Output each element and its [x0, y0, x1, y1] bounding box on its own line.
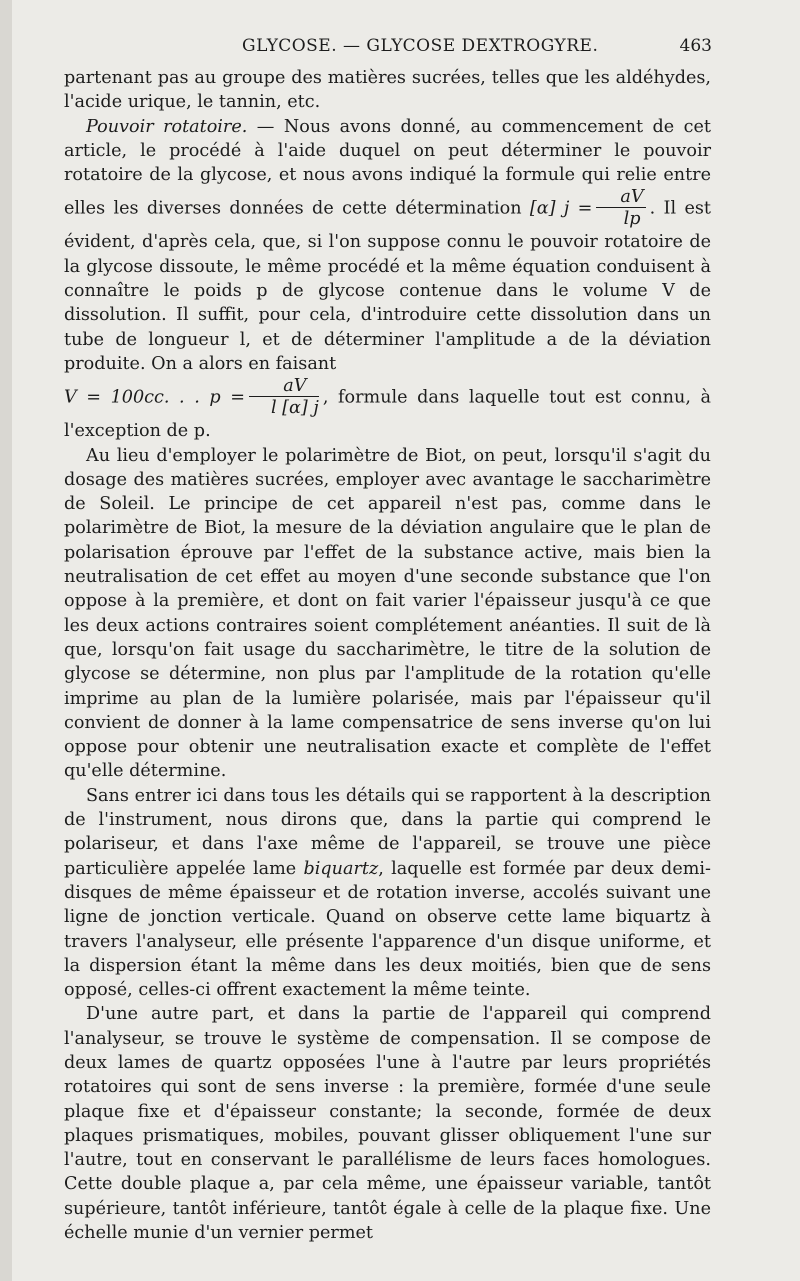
formula-denominator: l [α] j: [270, 398, 319, 419]
running-header: [62, 36, 712, 58]
paragraph-saccharimetre: Au lieu d'employer le polarimètre de Biot, on peut, lorsqu'il s'agit du dosage des matières sucrées, employer avec avantage le saccharimètre de Soleil. Le principe de cet appareil n'est pas, comme dans le polarimètre de Biot, la mesure de la déviation angulaire que le plan de polarisation éprouve par l'effet de la substance active, mais bien la neutralisation de cet effet au moyen d'une seconde substance que l'on oppose à la première, et dont on fait varier l'épaisseur jusqu'à ce que les deux actions contraires soient complétement anéanties. Il suit de là que, lorsqu'on fait usage du saccharimètre, le titre de la solution de glycose se détermine, non plus par l'amplitude de la rotation qu'elle imprime au plan de la lumière polarisée, mais par l'épaisseur qu'il convient de donner à la lame compensatrice de sens inverse qu'on lui oppose pour obtenir une neutralisation exacte et complète de l'effet qu'elle détermine.: [64, 445, 711, 782]
paragraph-text: , formule dans laquelle tout est connu, à l'exception de p.: [64, 387, 711, 442]
paragraph-compensation: D'une autre part, et dans la partie de l'appareil qui comprend l'analyseur, se trouve le système de compensation. Il se compose de deux lames de quartz opposées l'une à l'autre par leurs propriétés rotatoires qui sont de sens inverse : la première, formée d'une seule plaque fixe et d'épaisseur constante; la seconde, formée de deux plaques prismatiques, mobiles, pouvant glisser obliquement l'une sur l'autre, tout en conservant le parallélisme de leurs faces homologues. Cette double plaque a, par cela même, une épaisseur variable, tantôt supérieure, tantôt inférieure, tantôt égale à celle de la plaque fixe. Une échelle munie d'un vernier permet: [64, 1004, 711, 1244]
body-text: [64, 66, 711, 1245]
italic-term: biquartz: [303, 858, 379, 879]
formula-lhs: V = 100cc. . . p =: [64, 387, 245, 408]
section-label: Pouvoir rotatoire.: [86, 116, 248, 137]
formula-fraction: [596, 187, 645, 230]
header-title: GLYCOSE. — GLYCOSE DEXTROGYRE.: [242, 36, 599, 56]
formula-denominator: lp: [623, 209, 641, 230]
paragraph-text: Sans entrer ici dans tous les détails qui se rapportent à la description de l'instrument, nous dirons que, dans la partie qui comprend le polariseur, et dans l'axe même de l'appareil, se trouve une pièce particulière appelée lame: [64, 785, 711, 879]
paragraph-text: . Il est évident, d'après cela, que, si l'on suppose connu le pouvoir rotatoire de la glycose dissoute, le même procédé et la même équation conduisent à connaître le poids p de glycose contenue dans le volume V de dissolution. Il suffit, pour cela, d'introduire cette dissolution dans un tube de longueur l, et de déterminer l'amplitude a de la déviation produite. On a alors en faisant: [64, 198, 711, 374]
paragraph-text: , laquelle est formée par deux demi-disques de même épaisseur et de rotation inverse, accolés suivant une ligne de jonction verticale. Quand on observe cette lame biquartz à travers l'analyseur, elle présente l'apparence d'un disque uniforme, et la dispersion étant la même dans les deux moitiés, bien que de sens opposé, celles-ci offrent exactement la même teinte.: [64, 858, 711, 1001]
page-edge-shadow: [0, 0, 12, 1281]
paragraph-text: — Nous avons donné, au commencement de cet article, le procédé à l'aide duquel on peut déterminer le pouvoir rotatoire de la glycose, et nous avons indiqué la formule qui relie entre elles les diverses données de cette détermination: [64, 116, 711, 219]
paragraph-instrument: [64, 784, 711, 1003]
formula-numerator: aV: [596, 187, 645, 208]
formula-numerator: aV: [249, 376, 319, 397]
paragraph-continuation: partenant pas au groupe des matières sucrées, telles que les aldéhydes, l'acide urique, le tannin, etc.: [64, 68, 711, 113]
paragraph-pouvoir-rotatoire: [64, 115, 711, 444]
page-number: 463: [679, 36, 712, 56]
formula-lhs: [α] j =: [529, 198, 593, 219]
formula-fraction: [249, 376, 319, 419]
